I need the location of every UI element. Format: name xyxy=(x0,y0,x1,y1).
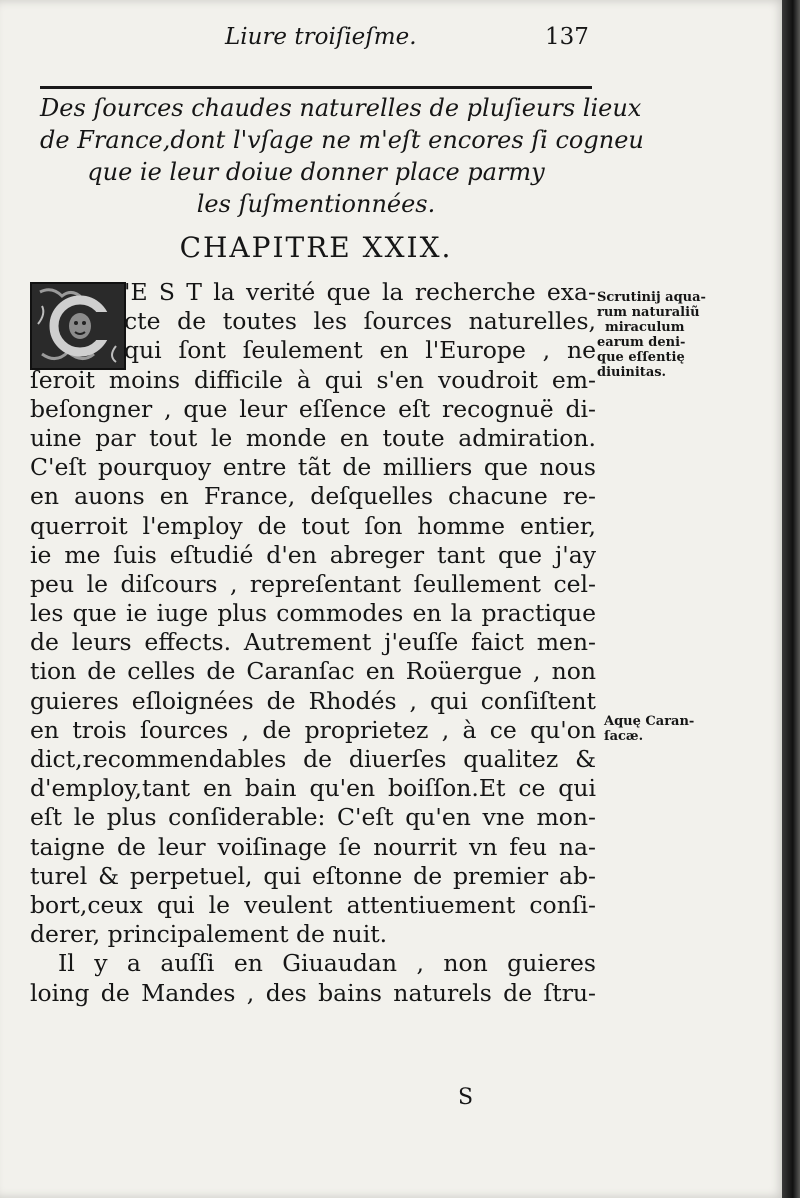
body-line: en trois ſources , de proprietez , à ce qu'on xyxy=(30,715,596,744)
margin-note-line: que eſſentię xyxy=(597,350,685,365)
page-number: 137 xyxy=(545,24,589,50)
running-head xyxy=(40,20,590,54)
body-line: eſt le plus conſiderable: C'eſt qu'en vne mon- xyxy=(30,803,596,832)
body-line: ſeroit moins difficile à qui s'en voudroit em- xyxy=(30,365,596,394)
body-line: dict,recommendables de diuerſes qualitez & xyxy=(30,745,596,773)
heading-line: les ſuſmentionnées. xyxy=(196,190,436,218)
running-head-title: Liure troiſieſme. xyxy=(225,24,417,50)
body-line: guieres eſloignées de Rhodés , qui conſiſtent xyxy=(30,686,596,715)
margin-note-line: rum naturaliũ xyxy=(597,305,700,320)
body-line: turel & perpetuel, qui eſtonne de premier ab- xyxy=(30,861,596,890)
body-line: derer, principalement de nuit. xyxy=(30,920,388,949)
chapter-title: CHAPITRE XXIX. xyxy=(179,231,453,264)
body-line: 'E S T la verité que la recherche exa- xyxy=(124,278,596,306)
margin-note-line: Scrutinij aqua- xyxy=(597,290,706,305)
margin-note-line: Aquę Caran- xyxy=(604,714,695,729)
book-spine xyxy=(782,0,800,1198)
body-line: uine par tout le monde en toute admiration. xyxy=(30,423,596,452)
body-line: peu le diſcours , repreſentant ſeullement cel- xyxy=(30,569,596,598)
signature-mark: S xyxy=(458,1085,474,1110)
body-line: C'eſt pourquoy entre tãt de milliers que nous xyxy=(30,453,596,482)
margin-note-line: miraculum xyxy=(605,320,685,335)
margin-note-line: ſacæ. xyxy=(604,729,644,744)
body-line: qui ſont ſeulement en l'Europe , ne xyxy=(124,336,596,365)
body-line: les que ie iuge plus commodes en la practique xyxy=(30,599,596,628)
heading-line: de France,dont l'vſage ne m'eſt encores ſi cogneu xyxy=(40,126,644,154)
header-rule xyxy=(40,86,592,89)
body-line: de leurs effects. Autrement j'euſſe faict men- xyxy=(30,628,596,657)
body-line: loing de Mandes , des bains naturels de ſtru- xyxy=(30,978,596,1007)
body-line: en auons en France, deſquelles chacune re- xyxy=(30,482,596,511)
body-line: tion de celles de Caranſac en Roüergue , non xyxy=(30,657,596,686)
body-line: beſongner , que leur eſſence eſt recognuë di- xyxy=(30,394,596,423)
body-line: querroit l'employ de tout ſon homme entier, xyxy=(30,511,596,540)
body-line: cte de toutes les ſources naturelles, xyxy=(124,307,596,336)
chapter-heading xyxy=(40,92,644,220)
body-line: taigne de leur voiſinage ſe nourrit vn feu na- xyxy=(30,832,596,861)
margin-note-caransac xyxy=(604,714,694,744)
body-text xyxy=(30,278,596,1008)
margin-note-line: earum deni- xyxy=(597,335,686,350)
heading-line: que ie leur doiue donner place parmy xyxy=(87,158,545,186)
body-line: Il y a auſſi en Giuaudan , non guieres xyxy=(58,949,596,978)
margin-note-line: diuinitas. xyxy=(597,365,667,380)
body-line: d'employ,tant en bain qu'en boiſſon.Et ce qui xyxy=(30,774,596,803)
body-line: bort,ceux qui le veulent attentiuement conſi- xyxy=(30,890,596,919)
heading-line: Des ſources chaudes naturelles de pluſieurs lieux xyxy=(40,94,642,122)
margin-note-scrutinij xyxy=(597,290,706,380)
body-line: ie me ſuis eſtudié d'en abreger tant que j'ay xyxy=(30,540,596,569)
